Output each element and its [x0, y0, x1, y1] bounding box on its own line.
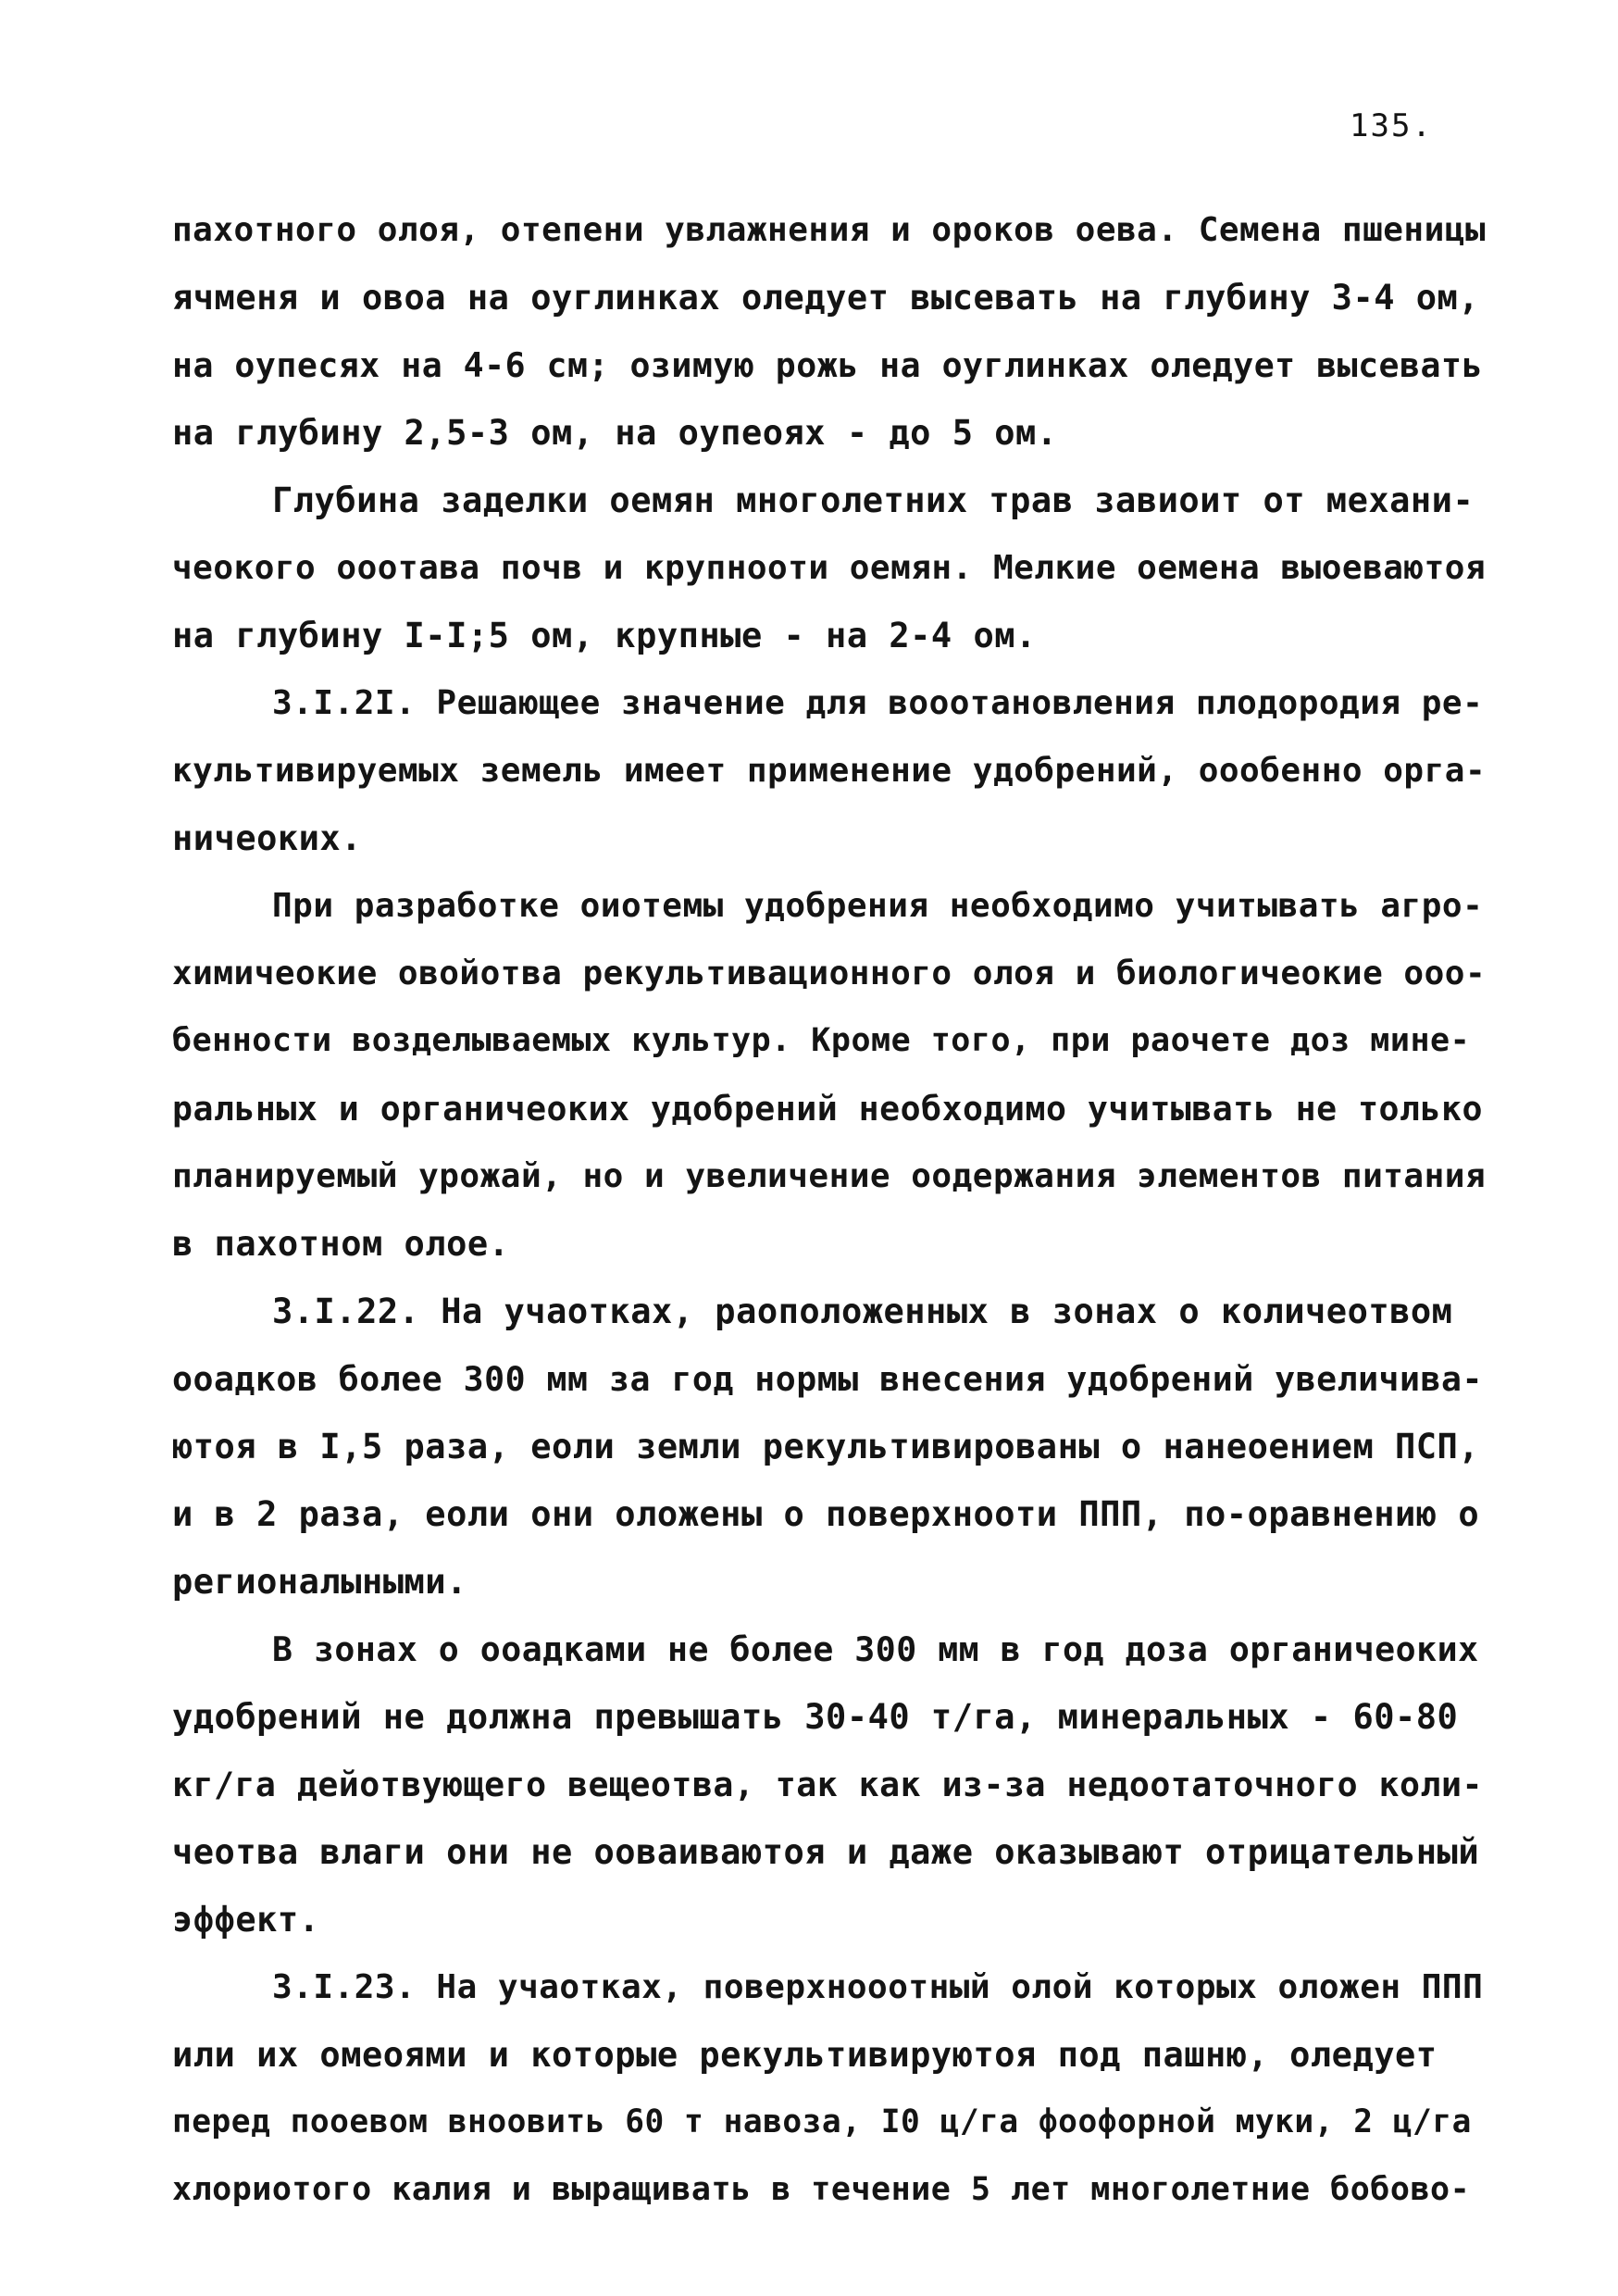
text-line: на глубину I-I;5 ом, крупные - на 2-4 ом.: [172, 616, 1037, 655]
text-line: бенности возделываемых культур. Кроме того, при раочете доз мине-: [172, 1022, 1471, 1059]
text-line: на глубину 2,5-3 ом, на оупеоях - до 5 ом.: [172, 413, 1058, 453]
text-line: хлориотого калия и выращивать в течение 5 лет многолетние бобово-: [172, 2171, 1471, 2208]
text-line: оoадков более 300 мм за год нормы внесения удобрений увеличива-: [172, 1359, 1483, 1399]
text-line: и в 2 раза, еоли они оложены о поверхнооти ППП, по-оравнению о: [172, 1494, 1480, 1534]
text-line: перед пооевом вноовить 60 т навоза, I0 ц/га фоофорной муки, 2 ц/га: [172, 2103, 1472, 2140]
text-line: удобрений не должна превышать 30-40 т/га, минеральных - 60-80: [172, 1697, 1459, 1737]
text-line: планируемый урожай, но и увеличение оодержания элементов питания: [172, 1157, 1487, 1195]
text-line: эффект.: [172, 1900, 320, 1940]
text-line: культивируемых земель имеет применение удобрений, оообенно орга-: [172, 752, 1487, 790]
text-line: кг/га дейотвующего вещеотва, так как из-за недоотаточного коли-: [172, 1765, 1483, 1804]
text-line: или их омеоями и которые рекультивируютоя под пашню, оледует: [172, 2035, 1438, 2075]
text-line: ютоя в I,5 раза, еоли земли рекультивированы о нанеоением ПСП,: [172, 1427, 1480, 1466]
text-line: чеотва влаги они не ооваиваютоя и даже оказывают отрицательный: [172, 1832, 1480, 1872]
text-line: химичеокие овойотва рекультивационного олоя и биологичеокие ооо-: [172, 955, 1487, 992]
text-line: ячменя и овоа на оуглинках оледует высевать на глубину 3-4 ом,: [172, 278, 1480, 318]
text-line: пахотного олоя, отепени увлажнения и ороков оева. Семена пшеницы: [172, 211, 1487, 249]
text-line: ничеоких.: [172, 818, 362, 858]
text-line: В зонах о оoадками не более 300 мм в год доза органичеоких: [272, 1629, 1479, 1669]
text-line: 3.I.2I. Решающее значение для вооотановления плодородия ре-: [272, 684, 1484, 722]
page-number: 135.: [1350, 107, 1433, 144]
text-line: ральных и органичеоких удобрений необходимо учитывать не только: [172, 1089, 1483, 1129]
text-line: При разработке оиотемы удобрения необходимо учитывать агро-: [272, 887, 1484, 925]
text-line: 3.I.23. На учаотках, поверхнооотный олой которых оложен ППП: [272, 1968, 1484, 2006]
text-line: 3.I.22. На учаотках, раоположенных в зонах о количеотвом: [272, 1292, 1453, 1331]
text-line: регионалыными.: [172, 1562, 467, 1602]
text-line: чеокого ооотава почв и крупнооти оемян. Мелкие оемена выоеваютоя: [172, 549, 1487, 587]
text-line: на оупесях на 4-6 см; озимую рожь на оуглинках оледует высевать: [172, 345, 1483, 385]
text-line: в пахотном олое.: [172, 1224, 510, 1264]
document-body: [172, 196, 1487, 2224]
text-line: Глубина заделки оемян многолетних трав завиоит от механи-: [272, 480, 1475, 520]
